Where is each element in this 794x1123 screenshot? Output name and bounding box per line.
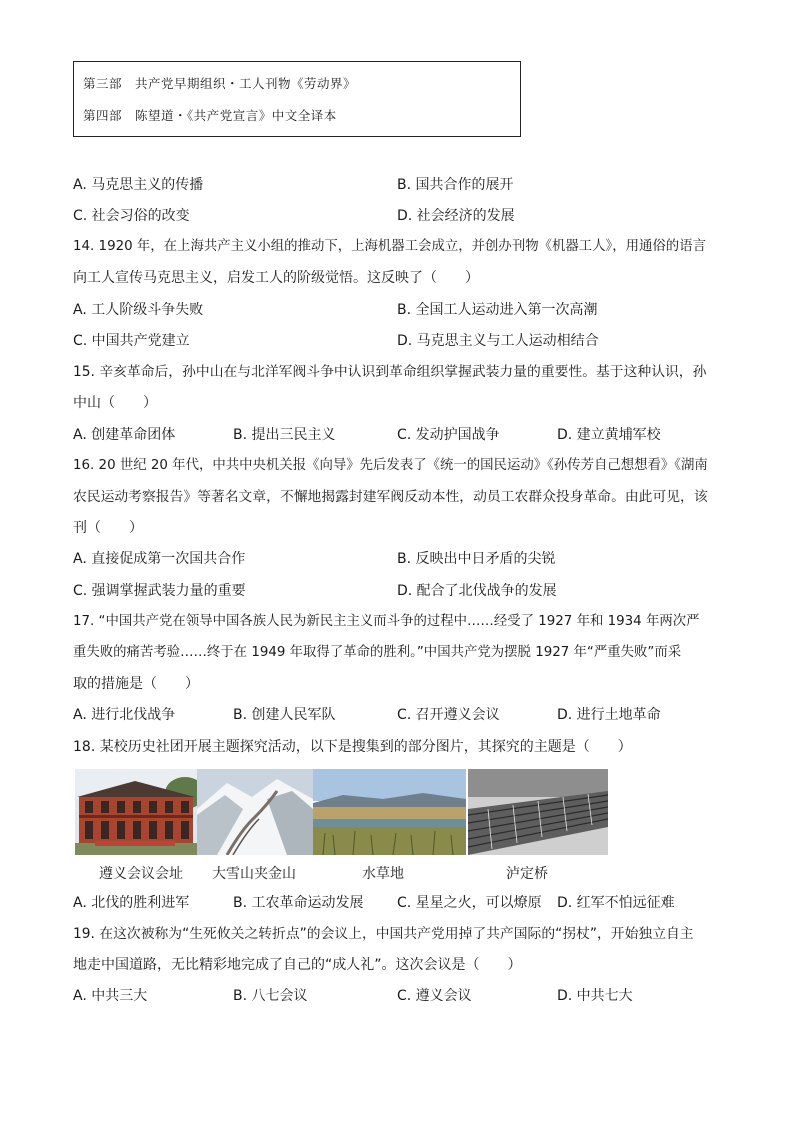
q15-option-b: B. 提出三民主义: [233, 427, 336, 443]
q15-stem-line1: 15. 辛亥革命后，孙中山在与北洋军阀斗争中认识到革命组织掌握武装力量的重要性。基于这种认识，孙: [73, 364, 707, 380]
q18-option-b: B. 工农革命运动发展: [233, 895, 364, 911]
q19-option-a: A. 中共三大: [73, 988, 148, 1004]
q16-stem-line2: 农民运动考察报告》等著名文章，不懈地揭露封建军阀反动本性，动员工农群众投身革命。由此可见，该: [73, 489, 708, 505]
q15-option-c: C. 发动护国战争: [397, 427, 500, 443]
q14-option-b: B. 全国工人运动进入第一次高潮: [397, 302, 598, 318]
q17-option-a: A. 进行北伐战争: [73, 707, 176, 723]
q14-option-c: C. 中国共产党建立: [73, 333, 190, 349]
caption-zunyi-site: 遵义会议会址: [99, 866, 183, 882]
q16-stem-line1: 16. 20 世纪 20 年代，中共中央机关报《向导》先后发表了《统一的国民运动》《孙传芳自己想想看》《湖南: [73, 458, 708, 473]
q15-option-d: D. 建立黄埔军校: [557, 427, 661, 443]
q14-option-a: A. 工人阶级斗争失败: [73, 302, 204, 318]
q13-option-c: C. 社会习俗的改变: [73, 208, 190, 224]
grassland-photo: [313, 769, 466, 855]
q15-option-a: A. 创建革命团体: [73, 427, 176, 443]
q13-option-b: B. 国共合作的展开: [397, 177, 514, 193]
q13-option-d: D. 社会经济的发展: [397, 208, 515, 224]
q17-option-b: B. 创建人民军队: [233, 707, 336, 723]
material-line-4: 第四部 陈望道・《共产党宣言》中文全译本: [83, 108, 337, 123]
q19-stem-line1: 19. 在这次被称为“生死攸关之转折点”的会议上，中国共产党用掉了共产国际的“拐杖”，开始独立自主: [73, 926, 694, 942]
q17-option-d: D. 进行土地革命: [557, 707, 661, 723]
q19-option-c: C. 遵义会议: [397, 988, 472, 1004]
q18-stem-line1: 18. 某校历史社团开展主题探究活动，以下是搜集到的部分图片，其探究的主题是（ ）: [73, 739, 632, 755]
q17-option-c: C. 召开遵义会议: [397, 707, 500, 723]
material-box: [73, 61, 521, 137]
q13-option-a: A. 马克思主义的传播: [73, 177, 204, 193]
q18-option-a: A. 北伐的胜利进军: [73, 895, 190, 911]
q19-stem-line2: 地走中国道路，无比精彩地完成了自己的“成人礼”。这次会议是（ ）: [73, 957, 522, 973]
snow-mountain-photo: [197, 769, 313, 855]
caption-luding-bridge: 泸定桥: [506, 866, 548, 882]
luding-bridge-photo: [468, 769, 608, 855]
q17-stem-line2: 重失败的痛苦考验……终于在 1949 年取得了革命的胜利。”中国共产党为摆脱 1927 年“严重失败”而采: [73, 645, 682, 660]
q16-option-c: C. 强调掌握武装力量的重要: [73, 583, 246, 599]
q16-option-b: B. 反映出中日矛盾的尖锐: [397, 551, 556, 567]
q16-option-d: D. 配合了北伐战争的发展: [397, 583, 557, 599]
q14-option-d: D. 马克思主义与工人运动相结合: [397, 333, 599, 349]
q19-option-b: B. 八七会议: [233, 988, 308, 1004]
q18-option-c: C. 星星之火，可以燎原: [397, 895, 542, 911]
zunyi-site-photo: [75, 769, 197, 855]
q18-option-d: D. 红军不怕远征难: [557, 895, 675, 911]
q14-stem-line2: 向工人宣传马克思主义，启发工人的阶级觉悟。这反映了（ ）: [73, 270, 479, 286]
q17-stem-line3: 取的措施是（ ）: [73, 676, 199, 692]
q16-stem-line3: 刊（ ）: [73, 520, 143, 536]
caption-grassland: 水草地: [362, 866, 404, 882]
material-line-3: 第三部 共产党早期组织・工人刊物《劳动界》: [83, 76, 357, 91]
q16-option-a: A. 直接促成第一次国共合作: [73, 551, 246, 567]
caption-snow-mountain: 大雪山夹金山: [212, 866, 296, 882]
q14-stem-line1: 14. 1920 年，在上海共产主义小组的推动下，上海机器工会成立，并创办刊物《机器工人》，用通俗的语言: [73, 239, 706, 254]
q19-option-d: D. 中共七大: [557, 988, 633, 1004]
q17-stem-line1: 17. “中国共产党在领导中国各族人民为新民主主义而斗争的过程中……经受了 1927 年和 1934 年两次严: [73, 614, 700, 629]
q15-stem-line2: 中山（ ）: [73, 395, 157, 411]
